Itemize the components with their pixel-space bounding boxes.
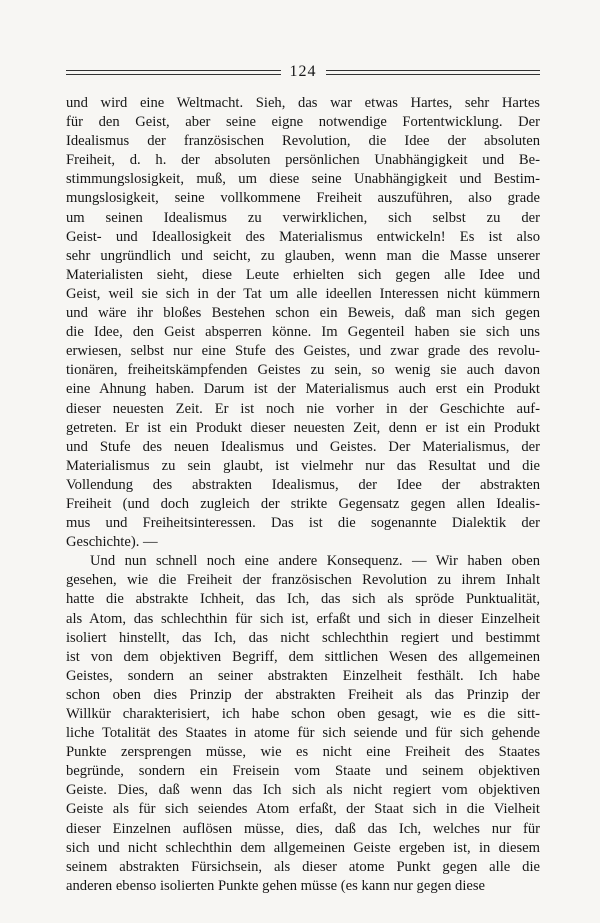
text-line: und wäre ihr bloßes Bestehen schon ein Beweis, daß man sich gegen [66, 305, 540, 322]
text-line: liche Totalität des Staates in atome für sich seiende und für sich gehende [66, 725, 540, 742]
text-line: Vollendung des abstrakten Idealismus, der Idee der abstrakten [66, 476, 540, 493]
text-line: sehr ungründlich und seicht, zu glauben, wenn man die Masse unserer [66, 247, 540, 264]
paragraph [66, 552, 540, 896]
text-line: Und nun schnell noch eine andere Konsequenz. — Wir haben oben [90, 553, 540, 570]
text-line: um seinen Idealismus zu verwirklichen, sich selbst zu der [66, 209, 540, 226]
text-line: tionären, freiheitskämpfenden Geistes zu sein, so wenig sie auch davon [66, 362, 540, 379]
text-line: stimmungslosigkeit, muß, um diese seine Unabhängigkeit und Bestim- [66, 171, 540, 188]
text-line: sich und nicht schlechthin dem allgemeinen Geiste ergeben ist, in diesem [66, 839, 540, 856]
text-line: Willkür charakterisiert, ich habe schon oben gesagt, wie es die sitt- [66, 706, 540, 722]
text-line: dieser neuesten Zeit. Er ist noch nie vorher in der Geschichte auf- [66, 400, 540, 417]
text-line: Freiheit, d. h. der absoluten persönlichen Unabhängigkeit und Be- [66, 152, 540, 169]
page-number: 124 [289, 63, 317, 80]
text-line: und Stufe des neuen Idealismus und Geistes. Der Materialismus, der [66, 438, 540, 455]
text-line: Geiste als für sich seiendes Atom erfaßt, der Staat sich in die Vielheit [66, 801, 540, 818]
text-line: Materialisten sieht, diese Leute erhielten sich gegen alle Idee und [66, 266, 540, 283]
text-line: Geist- und Ideallosigkeit des Materialismus entwickeln! Es ist also [66, 228, 540, 245]
text-line: hatte die abstrakte Ichheit, das Ich, das sich als spröde Punktualität, [66, 591, 540, 608]
header-rule-left [66, 70, 281, 75]
text-line: seinem abstrakten Fürsichsein, als dieser atome Punkt gegen alle die [66, 858, 540, 875]
text-line: für den Geist, aber seine eigne notwendige Fortentwicklung. Der [66, 114, 540, 131]
text-line: und wird eine Weltmacht. Sieh, das war etwas Hartes, sehr Hartes [66, 95, 540, 111]
text-line: die Idee, den Geist absperren könne. Im Gegenteil haben sie sich uns [66, 324, 540, 341]
text-line: schon oben dies Prinzip der abstrakten Freiheit als das Prinzip der [66, 686, 540, 703]
text-line: Materialismus zu sein glaubt, ist vielmehr nur das Resultat und die [66, 457, 540, 474]
text-line: begründe, sondern ein Freisein vom Staate und seinem objektiven [66, 763, 540, 780]
text-line: Geschichte). — [66, 534, 158, 551]
text-line: mus und Freiheitsinteressen. Das ist die sogenannte Dialektik der [66, 515, 540, 532]
text-line: gesehen, wie die Freiheit der französischen Revolution zu ihrem Inhalt [66, 572, 540, 589]
text-line: Geist, weil sie sich in der Tat um alle ideellen Interessen nicht kümmern [66, 285, 540, 302]
body-text [66, 94, 540, 896]
text-line: Freiheit (und doch zugleich der strikte Gegensatz gegen allen Idealis- [66, 495, 540, 512]
text-line: Idealismus der französischen Revolution, die Idee der absoluten [66, 133, 540, 150]
text-line: als Atom, das schlechthin für sich ist, erfaßt und sich in dieser Einzelheit [66, 610, 540, 627]
text-line: Punkte zersprengen müsse, wie es nicht eine Freiheit des Staates [66, 744, 540, 761]
running-head [66, 62, 540, 82]
text-line: mungslosigkeit, seine vollkommene Freiheit auszuführen, also grade [66, 190, 540, 207]
text-line: Geistes, sondern an seiner abstrakten Einzelheit festhält. Ich habe [66, 667, 540, 684]
paragraph [66, 94, 540, 552]
text-line: ist von dem objektiven Begriff, dem sittlichen Wesen des allgemeinen [66, 648, 540, 665]
text-line: erwiesen, selbst nur eine Stufe des Geistes, und zwar grade des revolu- [66, 343, 540, 360]
text-line: getreten. Er ist ein Produkt dieser neuesten Zeit, denn er ist ein Produkt [66, 419, 540, 436]
text-line: eine Ahnung haben. Darum ist der Materialismus auch erst ein Produkt [66, 381, 540, 398]
text-line: isoliert hinstellt, das Ich, das nicht schlechthin regiert und bestimmt [66, 629, 540, 646]
text-line: anderen ebenso isolierten Punkte gehen müsse (es kann nur gegen diese [66, 877, 486, 894]
header-rule-right [326, 70, 541, 75]
text-line: dieser Einzelnen auflösen müsse, dies, daß das Ich, welches nur für [66, 820, 540, 837]
text-line: Geiste. Dies, daß wenn das Ich sich als nicht regiert vom objektiven [66, 782, 540, 799]
